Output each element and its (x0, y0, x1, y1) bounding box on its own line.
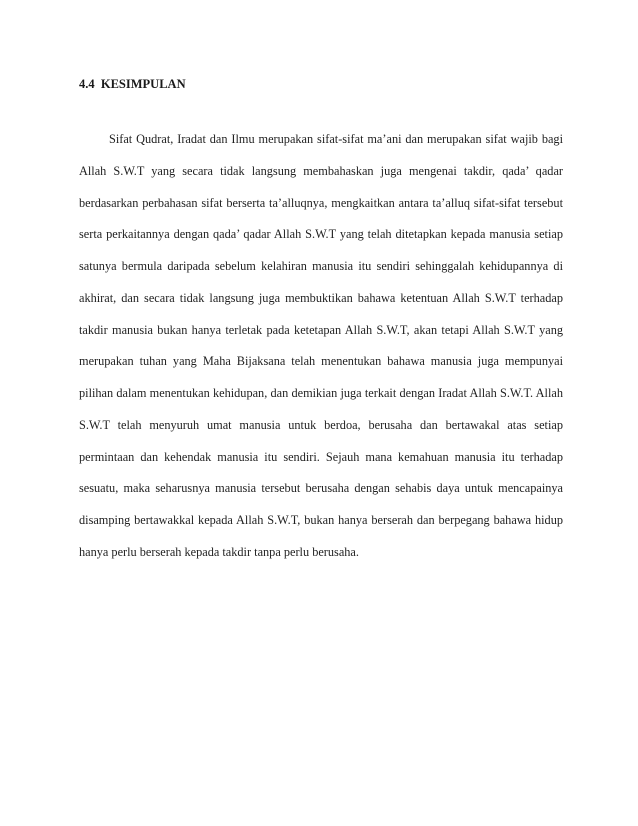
conclusion-paragraph: Sifat Qudrat, Iradat dan Ilmu merupakan sifat-sifat ma’ani dan merupakan sifat wajib bagi Allah S.W.T yang secara tidak langsung membahaskan juga mengenai takdir, qada’ qadar berdasarkan perbahasan sifat berserta ta’alluqnya, mengkaitkan antara ta’alluq sifat-sifat tersebut serta perkaitannya dengan qada’ qadar Allah S.W.T yang telah ditetapkan kepada manusia setiap satunya bermula daripada sebelum kelahiran manusia itu sendiri sehinggalah kehidupannya di akhirat, dan secara tidak langsung juga membuktikan bahawa ketentuan Allah S.W.T terhadap takdir manusia bukan hanya terletak pada ketetapan Allah S.W.T, akan tetapi Allah S.W.T yang merupakan tuhan yang Maha Bijaksana telah menentukan bahawa manusia juga mempunyai pilihan dalam menentukan kehidupan, dan demikian juga terkait dengan Iradat Allah S.W.T. Allah S.W.T telah menyuruh umat manusia untuk berdoa, berusaha dan bertawakal atas setiap permintaan dan kehendak manusia itu sendiri. Sejauh mana kemahuan manusia itu terhadap sesuatu, maka seharusnya manusia tersebut berusaha dengan sehabis daya untuk mencapainya disamping bertawakkal kepada Allah S.W.T, bukan hanya berserah dan berpegang bahawa hidup hanya perlu berserah kepada takdir tanpa perlu berusaha. (79, 132, 563, 559)
section-heading: 4.4 KESIMPULAN (79, 77, 186, 91)
